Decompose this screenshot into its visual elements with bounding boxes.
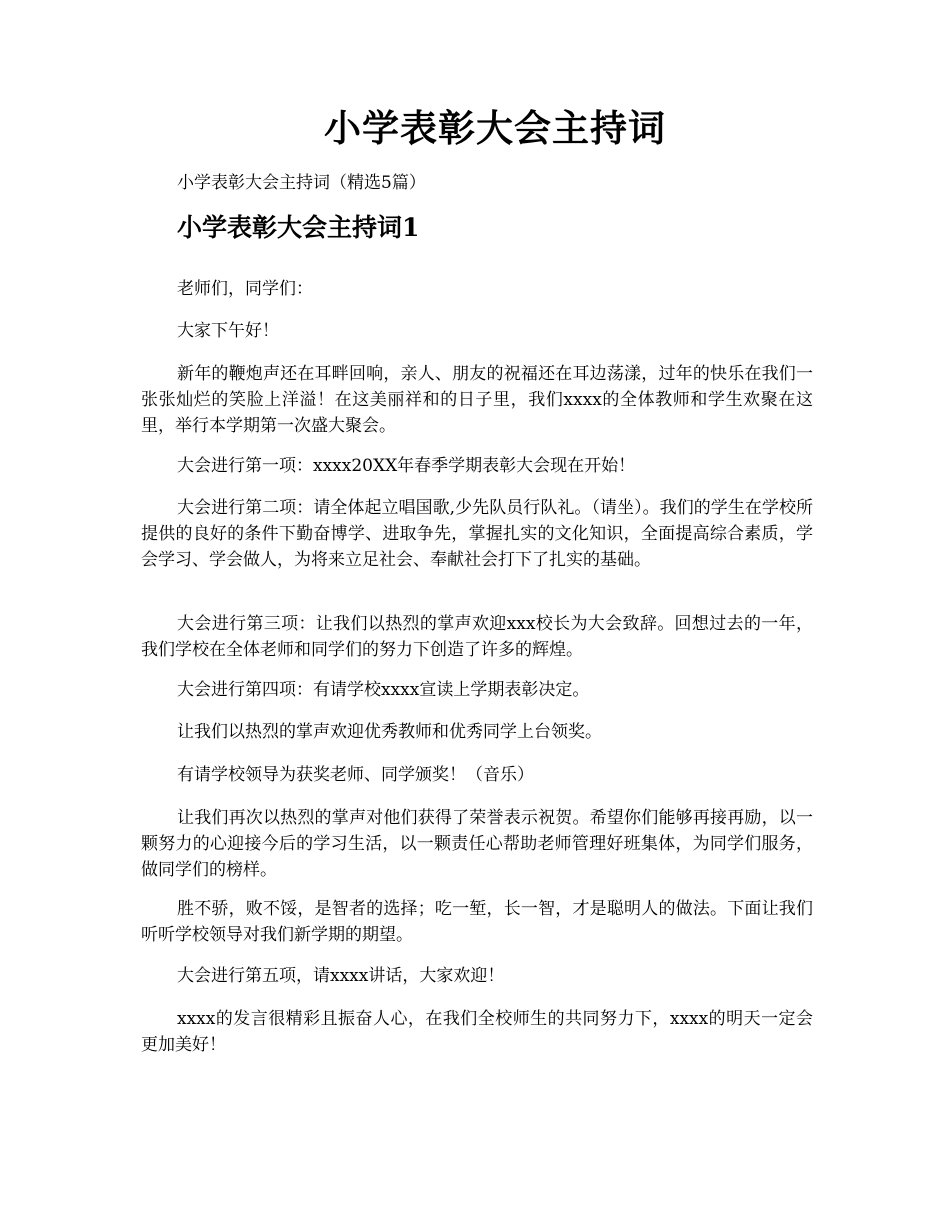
paragraph-item-3: 大会进行第三项：让我们以热烈的掌声欢迎xxx校长为大会致辞。回想过去的一年，我们学校在全体老师和同学们的努力下创造了许多的辉煌。 [141, 614, 813, 660]
document-title: 小学表彰大会主持词 [324, 105, 666, 150]
intro-line: 小学表彰大会主持词（精选5篇） [177, 173, 426, 193]
paragraph-item-2: 大会进行第二项：请全体起立唱国歌,少先队员行队礼。（请坐）。我们的学生在学校所提供的良好的条件下勤奋博学、进取争先，掌握扎实的文化知识，全面提高综合素质，学会学习、学会做人，为将来立足社会、奉献社会打下了扎实的基础。 [141, 498, 813, 570]
section-title: 小学表彰大会主持词1 [177, 213, 420, 242]
paragraph-award-welcome: 让我们以热烈的掌声欢迎优秀教师和优秀同学上台领奖。 [177, 722, 602, 742]
paragraph-good-afternoon: 大家下午好！ [177, 321, 279, 341]
paragraph-item-5: 大会进行第五项，请xxxx讲话，大家欢迎！ [177, 966, 505, 986]
paragraph-award-present: 有请学校领导为获奖老师、同学颁奖！（音乐） [177, 765, 534, 785]
paragraph-expectation: 胜不骄，败不馁，是智者的选择；吃一堑，长一智，才是聪明人的做法。下面让我们听听学校领导对我们新学期的期望。 [141, 899, 813, 945]
paragraph-item-1: 大会进行第一项：xxxx20XX年春季学期表彰大会现在开始！ [177, 456, 636, 476]
paragraph-congratulation: 让我们再次以热烈的掌声对他们获得了荣誉表示祝贺。希望你们能够再接再励，以一颗努力的心迎接今后的学习生活，以一颗责任心帮助老师管理好班集体，为同学们服务，做同学们的榜样。 [141, 808, 813, 880]
paragraph-opening: 新年的鞭炮声还在耳畔回响，亲人、朋友的祝福还在耳边荡漾，过年的快乐在我们一张张灿烂的笑脸上洋溢！在这美丽祥和的日子里，我们xxxx的全体教师和学生欢聚在这里，举行本学期第一次盛大聚会。 [141, 364, 813, 436]
paragraph-greeting: 老师们，同学们： [177, 279, 313, 299]
paragraph-item-4: 大会进行第四项：有请学校xxxx宣读上学期表彰决定。 [177, 680, 590, 700]
paragraph-closing: xxxx的发言很精彩且振奋人心，在我们全校师生的共同努力下，xxxx的明天一定会更加美好！ [141, 1009, 813, 1055]
